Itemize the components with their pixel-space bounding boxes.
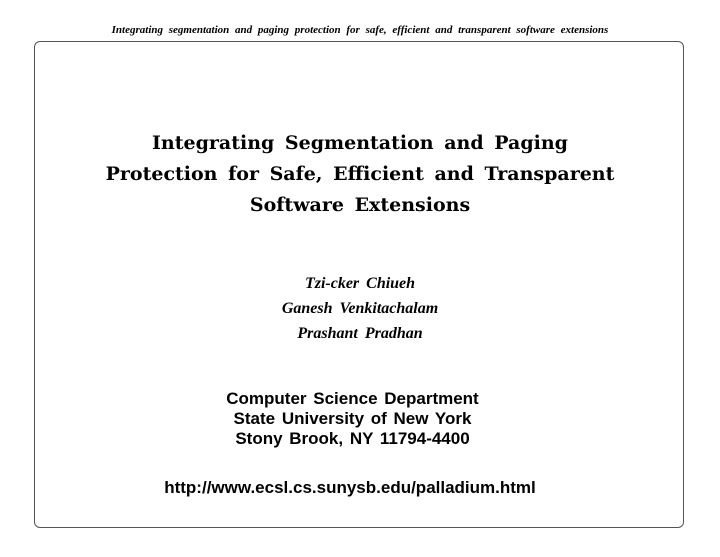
author-name: Prashant Pradhan: [297, 325, 423, 342]
author-list: [0, 271, 720, 346]
paper-title-line: Integrating Segmentation and Paging: [152, 132, 568, 154]
project-url[interactable]: http://www.ecsl.cs.sunysb.edu/palladium.html: [164, 478, 536, 497]
paper-title: [0, 128, 720, 221]
affiliation-line: Computer Science Department: [226, 389, 479, 408]
affiliation: [0, 389, 705, 449]
affiliation-line: Stony Brook, NY 11794-4400: [235, 429, 470, 448]
paper-title-line: Software Extensions: [249, 194, 471, 216]
running-header-title: Integrating segmentation and paging protection for safe, efficient and transparent software extensions: [111, 24, 609, 36]
author-name: Ganesh Venkitachalam: [281, 300, 439, 317]
affiliation-line: State University of New York: [233, 409, 472, 428]
paper-title-line: Protection for Safe, Efficient and Transparent: [105, 163, 615, 185]
author-name: Tzi-cker Chiueh: [304, 275, 416, 292]
